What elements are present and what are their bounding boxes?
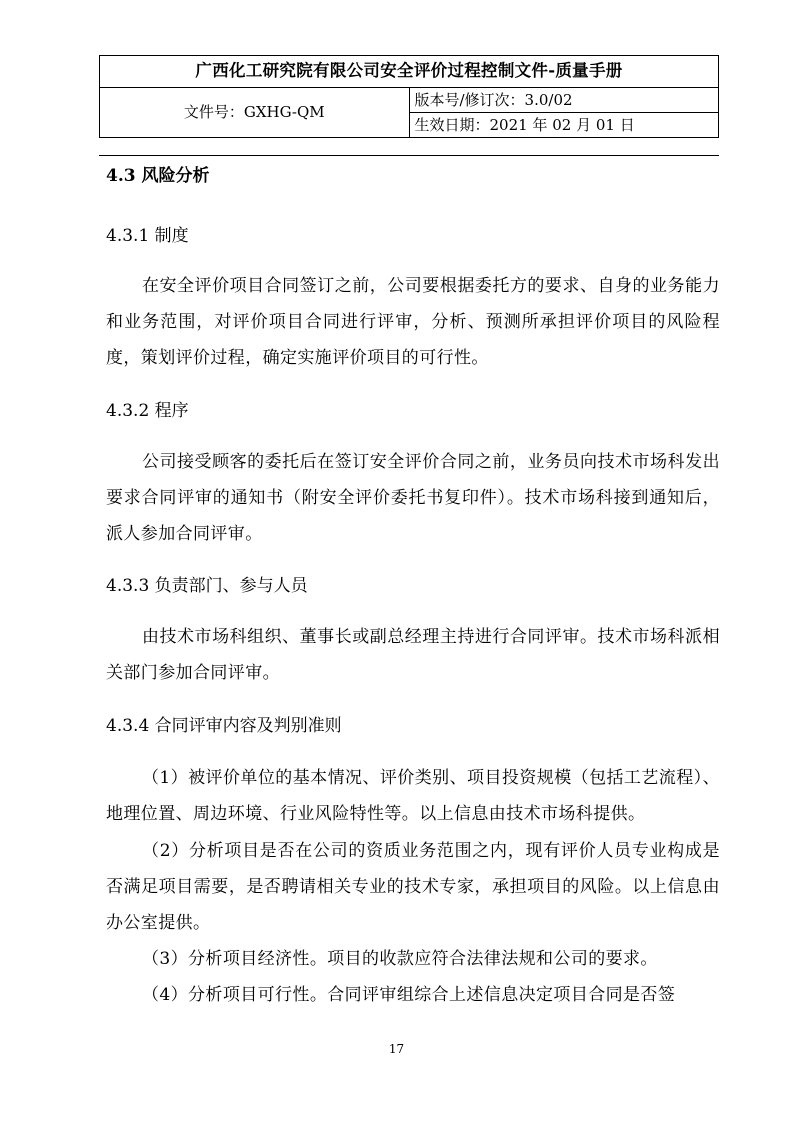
criteria-item-4: （4）分析项目可行性。合同评审组综合上述信息决定项目合同是否签 bbox=[142, 985, 676, 1005]
section-heading-4-3: 4.3 风险分析 bbox=[106, 166, 210, 186]
subsection-heading-4-3-2: 4.3.2 程序 bbox=[106, 401, 189, 421]
subsection-heading-4-3-3: 4.3.3 负责部门、参与人员 bbox=[106, 576, 308, 596]
subsection-heading-4-3-4: 4.3.4 合同评审内容及判别准则 bbox=[106, 716, 342, 736]
document-number: 文件号：GXHG-QM bbox=[100, 88, 410, 138]
header-title: 广西化工研究院有限公司安全评价过程控制文件-质量手册 bbox=[100, 56, 719, 88]
version-number: 版本号/修订次：3.0/02 bbox=[409, 88, 719, 113]
paragraph-4-3-2: 公司接受顾客的委托后在签订安全评价合同之前，业务员向技术市场科发出要求合同评审的通知书（附安全评价委托书复印件）。技术市场科接到通知后，派人参加合同评审。 bbox=[106, 452, 720, 544]
effective-date: 生效日期：2021 年 02 月 01 日 bbox=[409, 113, 719, 138]
criteria-item-3: （3）分析项目经济性。项目的收款应符合法律法规和公司的要求。 bbox=[142, 949, 658, 969]
criteria-item-1: （1）被评价单位的基本情况、评价类别、项目投资规模（包括工艺流程）、地理位置、周边环境、行业风险特性等。以上信息由技术市场科提供。 bbox=[106, 768, 720, 824]
page-number: 17 bbox=[388, 1042, 405, 1056]
criteria-item-2: （2）分析项目是否在公司的资质业务范围之内，现有评价人员专业构成是否满足项目需要，是否聘请相关专业的技术专家，承担项目的风险。以上信息由办公室提供。 bbox=[106, 841, 720, 933]
header-divider bbox=[99, 155, 719, 156]
document-header bbox=[99, 55, 719, 138]
subsection-heading-4-3-1: 4.3.1 制度 bbox=[106, 226, 189, 246]
paragraph-4-3-1: 在安全评价项目合同签订之前，公司要根据委托方的要求、自身的业务能力和业务范围，对评价项目合同进行评审，分析、预测所承担评价项目的风险程度，策划评价过程，确定实施评价项目的可行性。 bbox=[106, 276, 720, 368]
paragraph-4-3-3: 由技术市场科组织、董事长或副总经理主持进行合同评审。技术市场科派相关部门参加合同评审。 bbox=[106, 627, 720, 683]
